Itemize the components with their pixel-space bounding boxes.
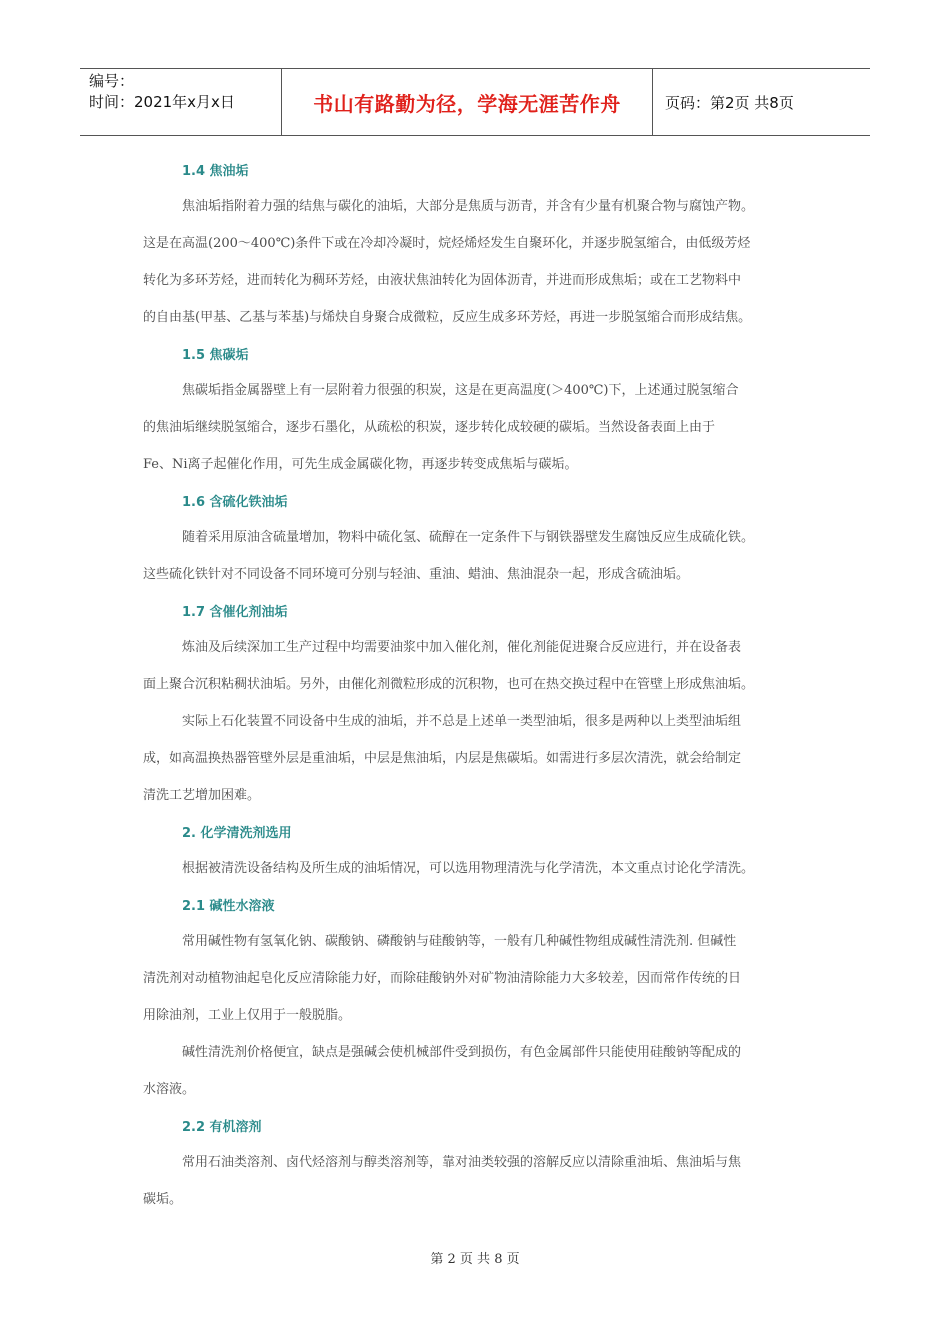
section-heading: 1.7 含催化剂油垢 — [182, 605, 288, 620]
paragraph-line: 成，如高温换热器管壁外层是重油垢，中层是焦油垢，内层是焦碳垢。如需进行多层次清洗，就会给制定 — [143, 751, 742, 766]
paragraph-line: 的自由基(甲基、乙基与苯基)与烯炔自身聚合成微粒，反应生成多环芳烃，再进一步脱氢缩合而形成结焦。 — [143, 310, 752, 325]
header-page-number: 页码：第2页 共8页 — [665, 93, 794, 112]
paragraph-line: 这是在高温(200～400℃)条件下或在冷却冷凝时，烷烃烯烃发生自聚环化，并逐步脱氢缩合，由低级芳烃 — [143, 236, 751, 251]
section-heading: 2. 化学清洗剂选用 — [182, 826, 292, 841]
paragraph-line: Fe、Ni离子起催化作用，可先生成金属碳化物，再逐步转变成焦垢与碳垢。 — [143, 457, 578, 472]
section-heading: 2.2 有机溶剂 — [182, 1120, 262, 1135]
paragraph-line: 清洗工艺增加困难。 — [143, 788, 261, 803]
paragraph-line: 根据被清洗设备结构及所生成的油垢情况，可以选用物理清洗与化学清洗，本文重点讨论化学清洗。 — [182, 861, 755, 876]
paragraph-line: 用除油剂，工业上仅用于一般脱脂。 — [143, 1008, 352, 1023]
header-left-cell — [80, 69, 281, 135]
paragraph-line: 转化为多环芳烃，进而转化为稠环芳烃，由液状焦油转化为固体沥青，并进而形成焦垢；或在工艺物料中 — [143, 273, 742, 288]
paragraph-line: 常用碱性物有氢氧化钠、碳酸钠、磷酸钠与硅酸钠等，一般有几种碱性物组成碱性清洗剂. 但碱性 — [182, 934, 737, 949]
paragraph-line: 的焦油垢继续脱氢缩合，逐步石墨化，从疏松的积炭，逐步转化成较硬的碳垢。当然设备表面上由于 — [143, 420, 716, 435]
page-footer: 第 2 页 共 8 页 — [430, 1252, 520, 1267]
page-header — [80, 68, 870, 136]
paragraph-line: 焦油垢指附着力强的结焦与碳化的油垢，大部分是焦质与沥青，并含有少量有机聚合物与腐蚀产物。 — [182, 199, 755, 214]
paragraph-line: 清洗剂对动植物油起皂化反应清除能力好，而除硅酸钠外对矿物油清除能力大多较差，因而常作传统的日 — [143, 971, 742, 986]
paragraph-line: 炼油及后续深加工生产过程中均需要油浆中加入催化剂，催化剂能促进聚合反应进行，并在设备表 — [182, 640, 742, 655]
header-motto-cell — [281, 69, 653, 135]
paragraph-line: 碱性清洗剂价格便宜，缺点是强碱会使机械部件受到损伤，有色金属部件只能使用硅酸钠等配成的 — [182, 1045, 742, 1060]
paragraph-line: 实际上石化装置不同设备中生成的油垢，并不总是上述单一类型油垢，很多是两种以上类型油垢组 — [182, 714, 742, 729]
section-heading: 2.1 碱性水溶液 — [182, 899, 275, 914]
header-page-cell — [653, 69, 870, 135]
header-motto: 书山有路勤为径，学海无涯苦作舟 — [313, 91, 621, 116]
section-heading: 1.4 焦油垢 — [182, 164, 249, 179]
paragraph-line: 碳垢。 — [143, 1192, 183, 1207]
paragraph-line: 水溶液。 — [143, 1082, 196, 1097]
paragraph-line: 常用石油类溶剂、卤代烃溶剂与醇类溶剂等，靠对油类较强的溶解反应以清除重油垢、焦油垢与焦 — [182, 1155, 742, 1170]
paragraph-line: 焦碳垢指金属器壁上有一层附着力很强的积炭，这是在更高温度(＞400℃)下，上述通过脱氢缩合 — [182, 383, 739, 398]
section-heading: 1.5 焦碳垢 — [182, 348, 249, 363]
paragraph-line: 这些硫化铁针对不同设备不同环境可分别与轻油、重油、蜡油、焦油混杂一起，形成含硫油垢。 — [143, 567, 690, 582]
paragraph-line: 随着采用原油含硫量增加，物料中硫化氢、硫醇在一定条件下与钢铁器壁发生腐蚀反应生成硫化铁。 — [182, 530, 755, 545]
paragraph-line: 面上聚合沉积粘稠状油垢。另外，由催化剂微粒形成的沉积物，也可在热交换过程中在管壁上形成焦油垢。 — [143, 677, 755, 692]
document-code-label: 编号： — [89, 72, 135, 90]
section-heading: 1.6 含硫化铁油垢 — [182, 495, 288, 510]
document-body — [143, 152, 807, 1218]
document-date-label: 时间：2021年x月x日 — [89, 93, 235, 111]
